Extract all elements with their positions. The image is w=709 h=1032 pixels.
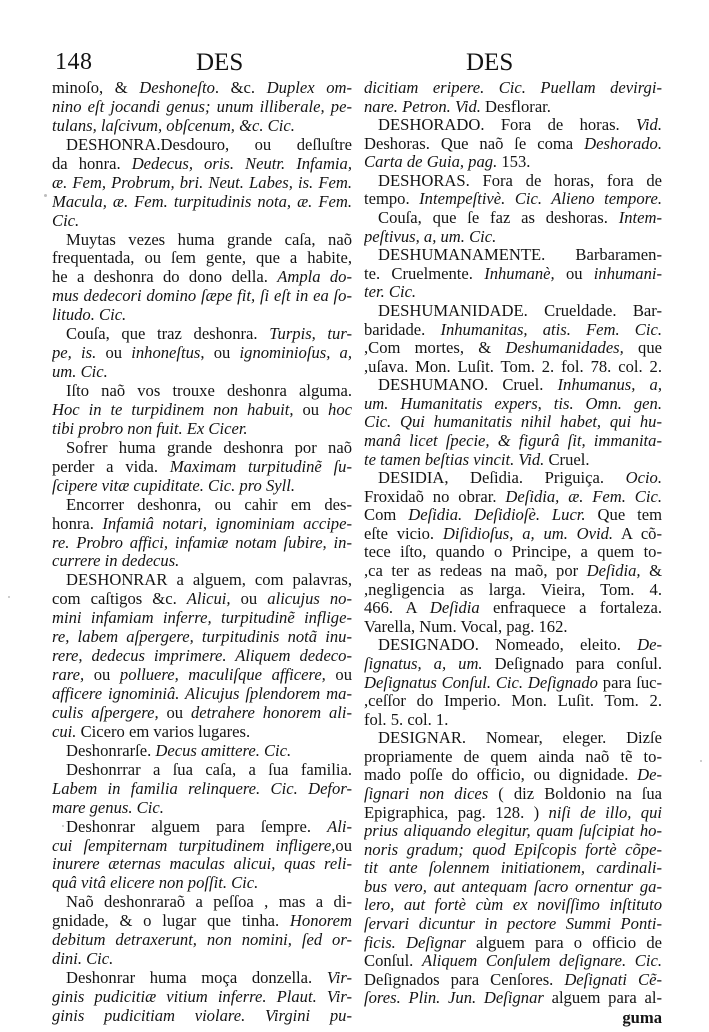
text-line <box>364 525 662 544</box>
italic-text-run: re. Probro affici, infamiæ notam ſubire, in- <box>52 533 352 552</box>
roman-text-run: ou <box>230 590 268 609</box>
text-line <box>52 818 352 837</box>
italic-text-run: Infamiâ notari, ignominiam accipe- <box>102 514 352 533</box>
roman-text-run: he a deshonra do dono della. <box>52 268 278 287</box>
text-line <box>52 893 352 912</box>
roman-text-run: Froxidaõ no obrar. <box>364 487 506 506</box>
text-line <box>364 841 662 860</box>
text-line <box>52 439 352 458</box>
text-line <box>52 742 352 761</box>
running-head-right: DES <box>466 49 514 76</box>
roman-text-run: DESHUMANAMENTE. Barbaramen- <box>378 246 662 265</box>
italic-text-run: Deſidia. Deſidioſè. Lucr. <box>408 506 586 525</box>
text-line <box>364 636 662 655</box>
text-line <box>52 609 352 628</box>
italic-text-run: ſignari non dices <box>364 784 489 803</box>
italic-text-run: nino eſt jocandi genus; unum illiberale, pe- <box>52 97 352 116</box>
roman-text-run: gnidade, & o lugar que tinha. <box>52 912 290 931</box>
text-line <box>364 358 662 377</box>
text-line <box>364 543 662 562</box>
text-line <box>52 382 352 401</box>
italic-text-run: afficere ignominiâ. Alicujus ſplendorem ma- <box>52 685 352 703</box>
italic-text-run: ſcipere vitæ cupiditate. Cic. pro Syll. <box>52 476 296 495</box>
italic-text-run: ginis pudicitiæ vitium inferre. Plaut. Vir- <box>52 988 352 1006</box>
roman-text-run: Iſto naõ vos trouxe deshonra alguma. <box>66 382 352 400</box>
text-line <box>52 268 352 287</box>
text-line <box>52 628 352 647</box>
italic-text-run: inhumani- <box>593 264 662 283</box>
roman-text-run: mado poſſe do officio, ou dignidade. <box>364 766 638 785</box>
italic-text-run: lero, aut fortè cùm ex noviſſimo inſtituto <box>364 896 662 915</box>
italic-text-run: manâ licet ſpecie, & figurâ ſit, immanita- <box>364 431 662 450</box>
text-line <box>364 989 662 1008</box>
italic-text-run: Deshumanidades, <box>505 339 624 358</box>
italic-text-run: Cic. Qui humanitatis nihil habet, qui hu- <box>364 413 662 432</box>
roman-text-run: Deshonrarſe. <box>66 741 156 760</box>
italic-text-run: Duplex om- <box>266 79 352 97</box>
text-line <box>364 562 662 581</box>
italic-text-run: ficis. Deſignar <box>364 933 466 952</box>
text-line <box>52 780 352 799</box>
italic-text-run: Honorem <box>289 912 352 931</box>
italic-text-run: De- <box>637 636 662 655</box>
text-line <box>364 748 662 767</box>
text-line <box>364 413 662 432</box>
italic-text-run: litudo. Cic. <box>52 306 127 325</box>
italic-text-run: Intem- <box>618 209 662 228</box>
italic-text-run: hoc <box>328 400 352 419</box>
roman-text-run: DESHONRAR a alguem, com palavras, <box>66 571 352 590</box>
roman-text-run: minoſo, & <box>52 79 140 97</box>
roman-text-run: Deſignados para Cenſores. <box>364 970 565 989</box>
roman-text-run: frequentada, ou ſem gente, que a habite, <box>52 249 352 268</box>
roman-text-run: Couſa, que traz deshonra. <box>66 325 270 344</box>
italic-text-run: Deshoneſto <box>139 79 215 97</box>
right-column <box>364 79 662 1008</box>
roman-text-run: Muytas vezes huma grande caſa, naõ <box>66 230 352 249</box>
italic-text-run: Deshorado. <box>584 134 662 153</box>
text-line <box>364 321 662 340</box>
italic-text-run: culis aſpergere, <box>52 703 159 722</box>
italic-text-run: De- <box>637 766 662 785</box>
text-line <box>364 971 662 990</box>
roman-text-run: Conſul. <box>364 952 422 971</box>
text-line <box>52 571 352 590</box>
italic-text-run: Deſidia, æ. Fem. Cic. <box>505 487 662 506</box>
scan-speck <box>700 760 702 762</box>
text-line <box>364 859 662 878</box>
text-line <box>52 174 352 193</box>
italic-text-run: ter. Cic. <box>364 283 417 302</box>
italic-text-run: polluere, maculiſque afficere, <box>119 666 326 685</box>
scan-speck <box>62 825 64 827</box>
text-line <box>364 729 662 748</box>
italic-text-run: Macula, æ. Fem. turpitudinis nota, æ. Fem. <box>52 192 352 211</box>
roman-text-run: ou <box>293 400 329 419</box>
roman-text-run: DESIGNADO. Nomeado, eleito. <box>378 636 638 655</box>
roman-text-run: ,Com mortes, & <box>364 339 506 358</box>
roman-text-run: Cicero em varios lugares. <box>76 722 251 741</box>
italic-text-run: mare genus. Cic. <box>52 798 164 817</box>
italic-text-run: peſtivus, a, um. Cic. <box>364 227 497 246</box>
text-line <box>52 912 352 931</box>
text-line <box>52 363 352 382</box>
roman-text-run: DESHONRA.Desdouro, ou deſluſtre <box>66 135 352 154</box>
italic-text-run: Vid. <box>636 116 662 135</box>
roman-text-run: ou <box>158 703 191 722</box>
italic-text-run: ſervari dicuntur in pectore Summi Ponti- <box>364 915 662 934</box>
text-line <box>364 376 662 395</box>
text-line <box>364 209 662 228</box>
italic-text-run: noris gradum; quod Epiſcopis fortè cõpe- <box>364 840 662 859</box>
roman-text-run: fol. 5. col. 1. <box>364 710 449 729</box>
roman-text-run: Deshonrar alguem para ſempre. <box>66 817 328 836</box>
italic-text-run: Maximam turpitudinẽ ſu- <box>169 457 352 476</box>
italic-text-run: Inhumanè, <box>484 264 555 283</box>
italic-text-run: Carta de Guia, pag. <box>364 153 498 172</box>
roman-text-run: da honra. <box>52 154 132 173</box>
italic-text-run: um. Cic. <box>52 363 108 382</box>
italic-text-run: Decus amittere. Cic. <box>155 741 292 760</box>
text-line <box>52 931 352 950</box>
roman-text-run: para ſuc- <box>597 673 662 692</box>
text-line <box>364 618 662 637</box>
roman-text-run: Sofrer huma grande deshonra por naõ <box>66 438 352 457</box>
roman-text-run: ,negligencia as larga. Vieira, Tom. 4. <box>364 580 662 599</box>
text-line <box>364 915 662 934</box>
text-line <box>364 79 662 98</box>
italic-text-run: ſignatus, a, um. <box>364 654 483 673</box>
roman-text-run: DESHORAS. Fora de horas, fora de <box>378 171 662 190</box>
text-line <box>364 451 662 470</box>
roman-text-run: DESHORADO. Fora de horas. <box>378 116 637 135</box>
roman-text-run: alguem para al- <box>543 989 662 1008</box>
italic-text-run: ſores. Plin. Jun. Deſignar <box>364 989 544 1008</box>
roman-text-run: ou <box>325 666 352 685</box>
roman-text-run: . &c. <box>214 79 267 97</box>
text-line <box>52 193 352 212</box>
text-line <box>52 155 352 174</box>
running-head-left: DES <box>196 49 244 76</box>
italic-text-run: inhoneſtus <box>131 344 201 363</box>
roman-text-run: ou <box>96 344 132 363</box>
italic-text-run: re, labem aſpergere, turpitudinis notã inu- <box>52 628 352 647</box>
text-line <box>364 599 662 618</box>
italic-text-run: rare, <box>52 666 85 685</box>
italic-text-run: inurere æternas maculas alicui, quas reli- <box>52 855 352 874</box>
italic-text-run: rere, dedecus imprimere. Aliquem dedeco- <box>52 647 352 666</box>
italic-text-run: ignominioſus, a, <box>239 344 352 363</box>
italic-text-run: pe, is. <box>52 344 97 363</box>
text-line <box>52 136 352 155</box>
text-line <box>52 79 352 98</box>
roman-text-run: alguem para o officio de <box>465 933 662 952</box>
scan-speck <box>44 194 47 197</box>
italic-text-run: Aliquem Conſulem deſignare. Cic. <box>421 952 662 971</box>
text-line <box>52 799 352 818</box>
text-line <box>364 581 662 600</box>
italic-text-run: Labem in familia relinquere. Cic. Defor- <box>52 779 352 798</box>
text-line <box>52 325 352 344</box>
roman-text-run: Cruel. <box>544 450 590 469</box>
text-line <box>364 952 662 971</box>
text-line <box>364 878 662 897</box>
text-line <box>364 172 662 191</box>
italic-text-run: tit ante ſolennem initiationem, cardinali- <box>364 859 662 878</box>
roman-text-run: ou <box>554 264 594 283</box>
roman-text-run: te. Cruelmente. <box>364 264 485 283</box>
italic-text-run: Ocio. <box>625 469 662 488</box>
text-line <box>52 704 352 723</box>
text-line <box>364 506 662 525</box>
roman-text-run: que <box>623 339 662 358</box>
italic-text-run: Diſidioſus, a, um. Ovid. <box>442 524 614 543</box>
roman-text-run: ,uſava. Mon. Luſit. Tom. 2. fol. 78. col. 2. <box>364 357 662 376</box>
catchword: guma <box>622 1008 662 1027</box>
text-line <box>364 265 662 284</box>
italic-text-run: tibi probro non fuit. Ex Cicer. <box>52 419 248 438</box>
italic-text-run: currere in dedecus. <box>52 552 180 571</box>
roman-text-run: enfraquece a fortaleza. <box>479 599 662 618</box>
text-line <box>52 761 352 780</box>
text-line <box>52 420 352 439</box>
text-line <box>364 896 662 915</box>
italic-text-run: prius aliquando elegitur, quam ſuſcipiat ho- <box>364 822 662 841</box>
italic-text-run: Deſignati Cẽ- <box>564 970 662 989</box>
text-line <box>52 458 352 477</box>
text-line <box>364 135 662 154</box>
text-line <box>52 98 352 117</box>
text-line <box>52 249 352 268</box>
text-line <box>364 228 662 247</box>
text-line <box>364 692 662 711</box>
text-line <box>364 934 662 953</box>
roman-text-run: A cõ- <box>613 524 662 543</box>
text-line <box>364 395 662 414</box>
text-line <box>52 401 352 420</box>
italic-text-run: Dedecus, oris. Neutr. Infamia, <box>131 154 352 173</box>
italic-text-run: debitum detraxerunt, non nomini, ſed or- <box>52 931 352 950</box>
text-line <box>364 674 662 693</box>
roman-text-run: tece iſto, quando o Principe, a quem to- <box>364 543 662 562</box>
roman-text-run: ( diz Boldonio na ſua <box>488 784 662 803</box>
roman-text-run: Varella, Num. Vocal, pag. 162. <box>364 617 568 636</box>
italic-text-run: Inhumanus, a, <box>557 376 662 395</box>
italic-text-run: Alicui, <box>186 590 231 609</box>
text-line <box>52 837 352 856</box>
italic-text-run: Vir- <box>326 969 352 988</box>
roman-text-run: Deſignado para conſul. <box>482 654 662 673</box>
roman-text-run: ou <box>335 836 352 855</box>
italic-text-run: detrahere honorem ali- <box>190 703 352 722</box>
text-line <box>52 212 352 231</box>
text-line <box>364 116 662 135</box>
roman-text-run: Encorrer deshonra, ou cahir em des- <box>66 495 352 514</box>
roman-text-run: Naõ deshonraraõ a peſſoa , mas a di- <box>66 893 352 912</box>
text-line <box>52 988 352 1007</box>
text-line <box>52 685 352 704</box>
italic-text-run: mini infamiam inferre, turpitudinẽ inflige- <box>52 609 352 628</box>
italic-text-run: ginis pudicitiam violare. Virgini pu- <box>52 1006 352 1025</box>
text-line <box>52 874 352 893</box>
roman-text-run: ,ca ter as redeas na maõ, por <box>364 562 587 581</box>
text-line <box>364 711 662 730</box>
italic-text-run: æ. Fem, Probrum, bri. Neut. Labes, is. Fem. <box>52 173 352 192</box>
text-line <box>364 432 662 451</box>
italic-text-run: Deſidia <box>429 599 480 618</box>
text-line <box>364 766 662 785</box>
text-line <box>364 246 662 265</box>
roman-text-run: ,ceſſor do Imperio. Mon. Luſit. Tom. 2. <box>364 692 662 711</box>
text-line <box>52 666 352 685</box>
text-line <box>364 488 662 507</box>
text-line <box>364 655 662 674</box>
italic-text-run: Deſignatus Conſul. Cic. Deſignado <box>364 673 598 692</box>
roman-text-run: Que tem <box>585 506 662 525</box>
italic-text-run: dini. Cic. <box>52 950 114 969</box>
text-line <box>52 477 352 496</box>
roman-text-run: com caſtigos &c. <box>52 590 187 609</box>
italic-text-run: mus dedecori domino ſæpe fit, ſi eſt in ea ſo- <box>52 287 352 306</box>
roman-text-run: Deshonrar huma moça donzella. <box>66 969 327 988</box>
roman-text-run: propriamente de quem ainda naõ tẽ to- <box>364 747 662 766</box>
roman-text-run: ou <box>84 666 120 685</box>
italic-text-run: nare. Petron. Vid. <box>364 97 481 116</box>
italic-text-run: cui. <box>52 722 77 741</box>
left-column <box>52 79 352 1026</box>
text-line <box>52 306 352 325</box>
roman-text-run: eſte vicio. <box>364 524 443 543</box>
text-line <box>52 969 352 988</box>
italic-text-run: um. Humanitatis expers, tis. Omn. gen. <box>364 394 662 413</box>
scan-speck <box>8 596 10 598</box>
roman-text-run: Epigraphica, pag. 128. ) <box>364 803 549 822</box>
italic-text-run: Hoc in te turpidinem non habuit, <box>52 400 294 419</box>
text-line <box>52 855 352 874</box>
page-number: 148 <box>55 49 93 75</box>
italic-text-run: tulans, laſcivum, obſcenum, &c. Cic. <box>52 116 295 135</box>
italic-text-run: niſi de illo, qui <box>548 803 662 822</box>
roman-text-run: Couſa, que ſe faz as deshoras. <box>378 209 619 228</box>
text-line <box>52 552 352 571</box>
italic-text-run: Ali- <box>327 817 352 836</box>
roman-text-run: perder a vida. <box>52 457 170 476</box>
text-line <box>364 302 662 321</box>
text-line <box>52 344 352 363</box>
text-line <box>52 231 352 250</box>
roman-text-run: tempo. <box>364 190 420 209</box>
roman-text-run: DESHUMANO. Cruel. <box>378 376 558 395</box>
text-line <box>52 1007 352 1026</box>
text-line <box>364 785 662 804</box>
text-line <box>52 950 352 969</box>
italic-text-run: alicujus no- <box>267 590 352 609</box>
roman-text-run: Deshonrrar a ſua caſa, a ſua familia. <box>66 760 352 779</box>
text-line <box>364 153 662 172</box>
text-line <box>52 723 352 742</box>
roman-text-run: & <box>640 562 662 581</box>
text-line <box>52 647 352 666</box>
italic-text-run: Intempeſtivè. Cic. Alieno tempore. <box>419 190 662 209</box>
text-line <box>364 339 662 358</box>
text-line <box>364 804 662 823</box>
italic-text-run: dicitiam eripere. Cic. Puellam devirgi- <box>364 79 662 97</box>
text-line <box>52 287 352 306</box>
text-line <box>364 469 662 488</box>
roman-text-run: Desflorar. <box>480 97 551 116</box>
roman-text-run: Com <box>364 506 409 525</box>
italic-text-run: Deſidia, <box>586 562 641 581</box>
text-line <box>364 190 662 209</box>
roman-text-run: Deshoras. Que naõ ſe coma <box>364 134 585 153</box>
roman-text-run: , ou <box>200 344 240 363</box>
text-line <box>52 515 352 534</box>
roman-text-run: DESHUMANIDADE. Crueldade. Bar- <box>378 301 662 320</box>
text-line <box>364 822 662 841</box>
roman-text-run: DESIDIA, Deſidia. Priguiça. <box>378 469 626 488</box>
italic-text-run: te tamen beſtias vincit. Vid. <box>364 450 545 469</box>
text-line <box>52 590 352 609</box>
text-line <box>52 117 352 136</box>
roman-text-run: honra. <box>52 514 103 533</box>
text-line <box>364 283 662 302</box>
roman-text-run: DESIGNAR. Nomear, eleger. Dizſe <box>378 729 662 748</box>
text-line <box>364 98 662 117</box>
italic-text-run: cui ſempiternam turpitudinem infligere, <box>52 836 336 855</box>
roman-text-run: baridade. <box>364 320 441 339</box>
roman-text-run: 153. <box>497 153 531 172</box>
roman-text-run: 466. A <box>364 599 430 618</box>
italic-text-run: bus vero, aut antequam ſacro ornentur ga- <box>364 877 662 896</box>
text-line <box>52 534 352 553</box>
italic-text-run: Ampla do- <box>277 268 352 287</box>
italic-text-run: quâ vitâ elicere non poſſit. Cic. <box>52 874 259 893</box>
text-line <box>52 496 352 515</box>
italic-text-run: Inhumanitas, atis. Fem. Cic. <box>440 320 662 339</box>
italic-text-run: Turpis, tur- <box>269 325 352 344</box>
italic-text-run: Cic. <box>52 211 80 230</box>
